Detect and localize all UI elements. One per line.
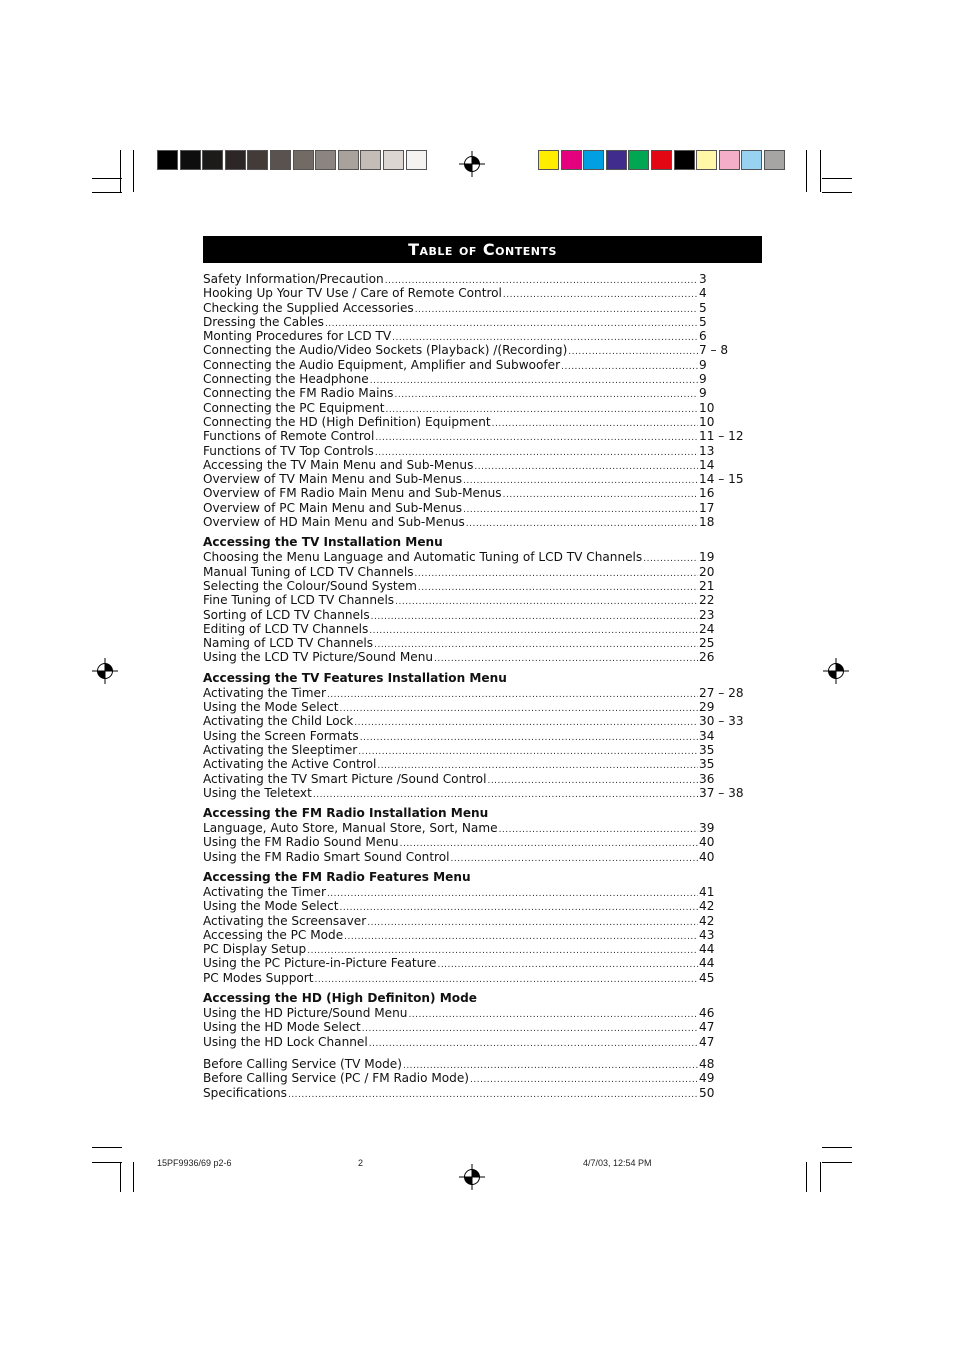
toc-entry-title: Overview of PC Main Menu and Sub-Menus	[203, 500, 463, 515]
color-swatch	[270, 150, 291, 170]
toc-entry	[203, 401, 743, 415]
toc-entry	[203, 686, 743, 700]
toc-entry	[203, 1071, 743, 1085]
toc-entry-page: 30 – 33	[699, 714, 744, 729]
toc-entry	[203, 286, 743, 300]
toc-entry-page: 43	[699, 927, 715, 942]
color-swatch	[180, 150, 201, 170]
color-swatch	[338, 150, 359, 170]
toc-entry-title: Connecting the Headphone	[203, 372, 369, 387]
crop-mark	[806, 1162, 807, 1192]
toc-entry-title: Using the Mode Select	[203, 700, 339, 715]
section-heading: Accessing the TV Features Installation Menu	[203, 670, 507, 685]
dot-leader	[434, 650, 698, 666]
toc-entry-page: 29	[699, 700, 715, 715]
toc-entry	[203, 458, 743, 472]
crop-mark	[92, 1147, 122, 1148]
crop-mark	[822, 1147, 852, 1148]
toc-entry	[203, 1035, 743, 1049]
toc-entry-page: 13	[699, 443, 715, 458]
toc-entry-title: Using the HD Picture/Sound Menu	[203, 1006, 408, 1021]
toc-entry-title: Activating the Timer	[203, 884, 326, 899]
toc-entry-title: Language, Auto Store, Manual Store, Sort, Name	[203, 821, 498, 836]
toc-entry-title: PC Modes Support	[203, 970, 314, 985]
color-swatch	[606, 150, 627, 170]
toc-entry-title: Connecting the HD (High Definition) Equipment	[203, 414, 491, 429]
toc-entry-page: 4	[699, 286, 707, 301]
color-swatch	[764, 150, 785, 170]
toc-entry-page: 26	[699, 650, 715, 665]
dot-leader	[315, 971, 699, 987]
toc-entry-page: 5	[699, 300, 707, 315]
toc-entry-title: Overview of TV Main Menu and Sub-Menus	[203, 472, 463, 487]
color-swatch	[247, 150, 268, 170]
toc-entry	[203, 650, 743, 664]
toc-entry	[203, 835, 743, 849]
toc-entry-title: Selecting the Colour/Sound System	[203, 578, 417, 593]
toc-entry-page: 47	[699, 1020, 715, 1035]
toc-entry-page: 16	[699, 486, 715, 501]
toc-entry	[203, 358, 743, 372]
toc-entry-page: 49	[699, 1071, 715, 1086]
crop-mark	[806, 150, 807, 192]
toc-entry	[203, 472, 743, 486]
color-swatch	[628, 150, 649, 170]
toc-entry-page: 39	[699, 821, 715, 836]
toc-entry-title: Overview of FM Radio Main Menu and Sub-Menus	[203, 486, 502, 501]
toc-entry-page: 10	[699, 400, 715, 415]
registration-mark-icon	[459, 151, 485, 177]
toc-entry-page: 42	[699, 899, 715, 914]
color-swatch	[674, 150, 695, 170]
toc-entry-page: 27 – 28	[699, 685, 744, 700]
registration-mark-icon	[823, 658, 849, 684]
toc-entry-title: Naming of LCD TV Channels	[203, 636, 374, 651]
footer-file: 15PF9936/69 p2-6	[157, 1158, 232, 1168]
toc-entry-title: Accessing the TV Main Menu and Sub-Menus	[203, 457, 474, 472]
crop-mark	[133, 1162, 134, 1192]
crop-mark	[820, 150, 821, 192]
color-swatch	[315, 150, 336, 170]
toc-entry-title: Safety Information/Precaution	[203, 272, 384, 286]
footer-page-number: 2	[358, 1158, 364, 1168]
toc-entry-title: Activating the Child Lock	[203, 714, 354, 729]
toc-entry-title: Activating the Sleeptimer	[203, 742, 358, 757]
toc-entry-title: Using the LCD TV Picture/Sound Menu	[203, 650, 434, 665]
section-heading: Accessing the TV Installation Menu	[203, 535, 443, 550]
toc-entry	[203, 329, 743, 343]
crop-mark	[92, 1162, 122, 1163]
toc-entry-title: Activating the Timer	[203, 685, 326, 700]
color-bar	[538, 150, 787, 170]
toc-entry-page: 41	[699, 884, 715, 899]
toc-entry-page: 20	[699, 564, 715, 579]
crop-mark	[822, 1162, 852, 1163]
toc-entry-page: 9	[699, 357, 707, 372]
toc-entry	[203, 956, 743, 970]
toc-entry-page: 9	[699, 386, 707, 401]
toc-entry-page: 18	[699, 515, 715, 530]
table-of-contents	[203, 272, 743, 1100]
toc-entry	[203, 550, 743, 564]
color-swatch	[293, 150, 314, 170]
toc-entry	[203, 501, 743, 515]
toc-entry-title: Monting Procedures for LCD TV	[203, 329, 392, 344]
toc-entry-title: Using the HD Mode Select	[203, 1020, 361, 1035]
toc-entry-page: 35	[699, 757, 715, 772]
toc-entry-title: Using the HD Lock Channel	[203, 1034, 368, 1049]
crop-mark	[822, 192, 852, 193]
toc-entry	[203, 714, 743, 728]
toc-entry	[203, 850, 743, 864]
color-swatch	[651, 150, 672, 170]
color-swatch	[157, 150, 178, 170]
toc-entry	[203, 1020, 743, 1034]
toc-entry-title: PC Display Setup	[203, 942, 307, 957]
crop-mark	[820, 1162, 821, 1192]
color-swatch	[583, 150, 604, 170]
toc-entry	[203, 1006, 743, 1020]
toc-entry-page: 19	[699, 550, 715, 565]
toc-entry-page: 10	[699, 414, 715, 429]
page-title-bar	[203, 236, 762, 263]
toc-entry-page: 37 – 38	[699, 785, 744, 800]
toc-entry	[203, 899, 743, 913]
toc-entry-page: 35	[699, 742, 715, 757]
color-swatch	[383, 150, 404, 170]
crop-mark	[120, 1162, 121, 1192]
toc-entry	[203, 444, 743, 458]
toc-entry	[203, 593, 743, 607]
toc-entry-title: Accessing the PC Mode	[203, 927, 344, 942]
toc-entry	[203, 515, 743, 529]
toc-entry	[203, 315, 743, 329]
crop-mark	[133, 150, 134, 192]
toc-entry	[203, 608, 743, 622]
toc-entry-page: 50	[699, 1085, 715, 1100]
toc-entry-title: Manual Tuning of LCD TV Channels	[203, 564, 414, 579]
toc-entry	[203, 729, 743, 743]
toc-entry	[203, 486, 743, 500]
toc-entry-title: Hooking Up Your TV Use / Care of Remote Control	[203, 286, 502, 301]
color-swatch	[202, 150, 223, 170]
registration-mark-icon	[92, 658, 118, 684]
toc-entry	[203, 821, 743, 835]
toc-entry	[203, 757, 743, 771]
toc-entry-page: 42	[699, 913, 715, 928]
toc-entry-title: Connecting the FM Radio Mains	[203, 386, 394, 401]
page-title: Table of Contents	[408, 240, 557, 259]
toc-entry-title: Before Calling Service (PC / FM Radio Mode)	[203, 1071, 469, 1086]
color-swatch	[719, 150, 740, 170]
toc-entry-title: Activating the TV Smart Picture /Sound Control	[203, 771, 487, 786]
color-swatch	[741, 150, 762, 170]
color-swatch	[225, 150, 246, 170]
toc-entry-title: Dressing the Cables	[203, 314, 324, 329]
toc-entry-title: Using the Teletext	[203, 785, 312, 800]
toc-entry	[203, 1057, 743, 1071]
color-swatch	[538, 150, 559, 170]
section-heading: Accessing the FM Radio Installation Menu	[203, 806, 489, 821]
toc-entry-page: 6	[699, 329, 707, 344]
toc-entry-page: 5	[699, 314, 707, 329]
crop-mark	[120, 150, 121, 192]
toc-entry-page: 36	[699, 771, 715, 786]
toc-entry-page: 44	[699, 942, 715, 957]
toc-entry	[203, 942, 743, 956]
toc-entry	[203, 743, 743, 757]
toc-entry-title: Using the Mode Select	[203, 899, 339, 914]
toc-entry-page: 21	[699, 578, 715, 593]
toc-entry	[203, 415, 743, 429]
toc-entry	[203, 971, 743, 985]
toc-entry-title: Functions of Remote Control	[203, 429, 375, 444]
dot-leader	[466, 515, 698, 531]
toc-entry	[203, 885, 743, 899]
toc-entry-page: 22	[699, 593, 715, 608]
toc-entry	[203, 1086, 743, 1100]
toc-entry	[203, 301, 743, 315]
toc-entry-title: Checking the Supplied Accessories	[203, 300, 414, 315]
toc-entry	[203, 914, 743, 928]
color-swatch	[561, 150, 582, 170]
toc-entry	[203, 272, 743, 286]
toc-entry-title: Editing of LCD TV Channels	[203, 621, 369, 636]
crop-mark	[822, 178, 852, 179]
toc-entry	[203, 622, 743, 636]
dot-leader	[369, 1035, 698, 1051]
toc-entry-page: 3	[699, 272, 707, 286]
toc-entry-page: 47	[699, 1034, 715, 1049]
toc-entry	[203, 928, 743, 942]
toc-entry-page: 14	[699, 457, 715, 472]
toc-entry-page: 34	[699, 728, 715, 743]
toc-entry-page: 7 – 8	[699, 343, 729, 358]
toc-entry-title: Activating the Active Control	[203, 757, 377, 772]
toc-entry-title: Functions of TV Top Controls	[203, 443, 374, 458]
toc-entry-title: Using the FM Radio Smart Sound Control	[203, 849, 450, 864]
crop-mark	[92, 178, 122, 179]
color-swatch	[406, 150, 427, 170]
toc-entry	[203, 636, 743, 650]
toc-entry-page: 40	[699, 849, 715, 864]
toc-entry-page: 11 – 12	[699, 429, 744, 444]
toc-entry-title: Overview of HD Main Menu and Sub-Menus	[203, 515, 465, 530]
color-swatch	[360, 150, 381, 170]
color-swatch	[696, 150, 717, 170]
toc-entry-title: Choosing the Menu Language and Automatic Tuning of LCD TV Channels	[203, 550, 643, 565]
toc-entry-page: 40	[699, 835, 715, 850]
toc-entry-page: 14 – 15	[699, 472, 744, 487]
toc-entry	[203, 579, 743, 593]
toc-entry	[203, 343, 743, 357]
toc-entry-page: 46	[699, 1006, 715, 1021]
toc-entry-page: 24	[699, 621, 715, 636]
dot-leader	[313, 786, 698, 802]
toc-entry-page: 17	[699, 500, 715, 515]
section-heading: Accessing the FM Radio Features Menu	[203, 869, 471, 884]
toc-entry-title: Using the FM Radio Sound Menu	[203, 835, 399, 850]
toc-entry-title: Connecting the Audio Equipment, Amplifier and Subwoofer	[203, 357, 561, 372]
section-heading: Accessing the HD (High Definiton) Mode	[203, 991, 477, 1006]
toc-entry-page: 45	[699, 970, 715, 985]
registration-mark-icon	[459, 1164, 485, 1190]
toc-entry-page: 25	[699, 636, 715, 651]
toc-entry-title: Using the PC Picture-in-Picture Feature	[203, 956, 437, 971]
toc-entry	[203, 565, 743, 579]
toc-entry-page: 23	[699, 607, 715, 622]
toc-entry	[203, 429, 743, 443]
footer-date: 4/7/03, 12:54 PM	[583, 1158, 652, 1168]
crop-mark	[92, 192, 122, 193]
dot-leader	[451, 850, 698, 866]
toc-entry-page: 44	[699, 956, 715, 971]
toc-entry	[203, 772, 743, 786]
toc-entry-title: Activating the Screensaver	[203, 913, 367, 928]
toc-entry-title: Before Calling Service (TV Mode)	[203, 1056, 402, 1071]
toc-entry	[203, 372, 743, 386]
toc-entry	[203, 700, 743, 714]
toc-entry-title: Specifications	[203, 1085, 287, 1100]
toc-entry-title: Connecting the PC Equipment	[203, 400, 385, 415]
toc-entry-title: Sorting of LCD TV Channels	[203, 607, 370, 622]
toc-entry-title: Connecting the Audio/Video Sockets (Playback) /(Recording)	[203, 343, 568, 358]
toc-entry-title: Using the Screen Formats	[203, 728, 359, 743]
grayscale-bar	[157, 150, 428, 170]
dot-leader	[288, 1086, 698, 1102]
toc-entry-title: Fine Tuning of LCD TV Channels	[203, 593, 395, 608]
toc-entry-page: 9	[699, 372, 707, 387]
toc-entry	[203, 786, 743, 800]
toc-entry	[203, 386, 743, 400]
toc-entry-page: 48	[699, 1056, 715, 1071]
